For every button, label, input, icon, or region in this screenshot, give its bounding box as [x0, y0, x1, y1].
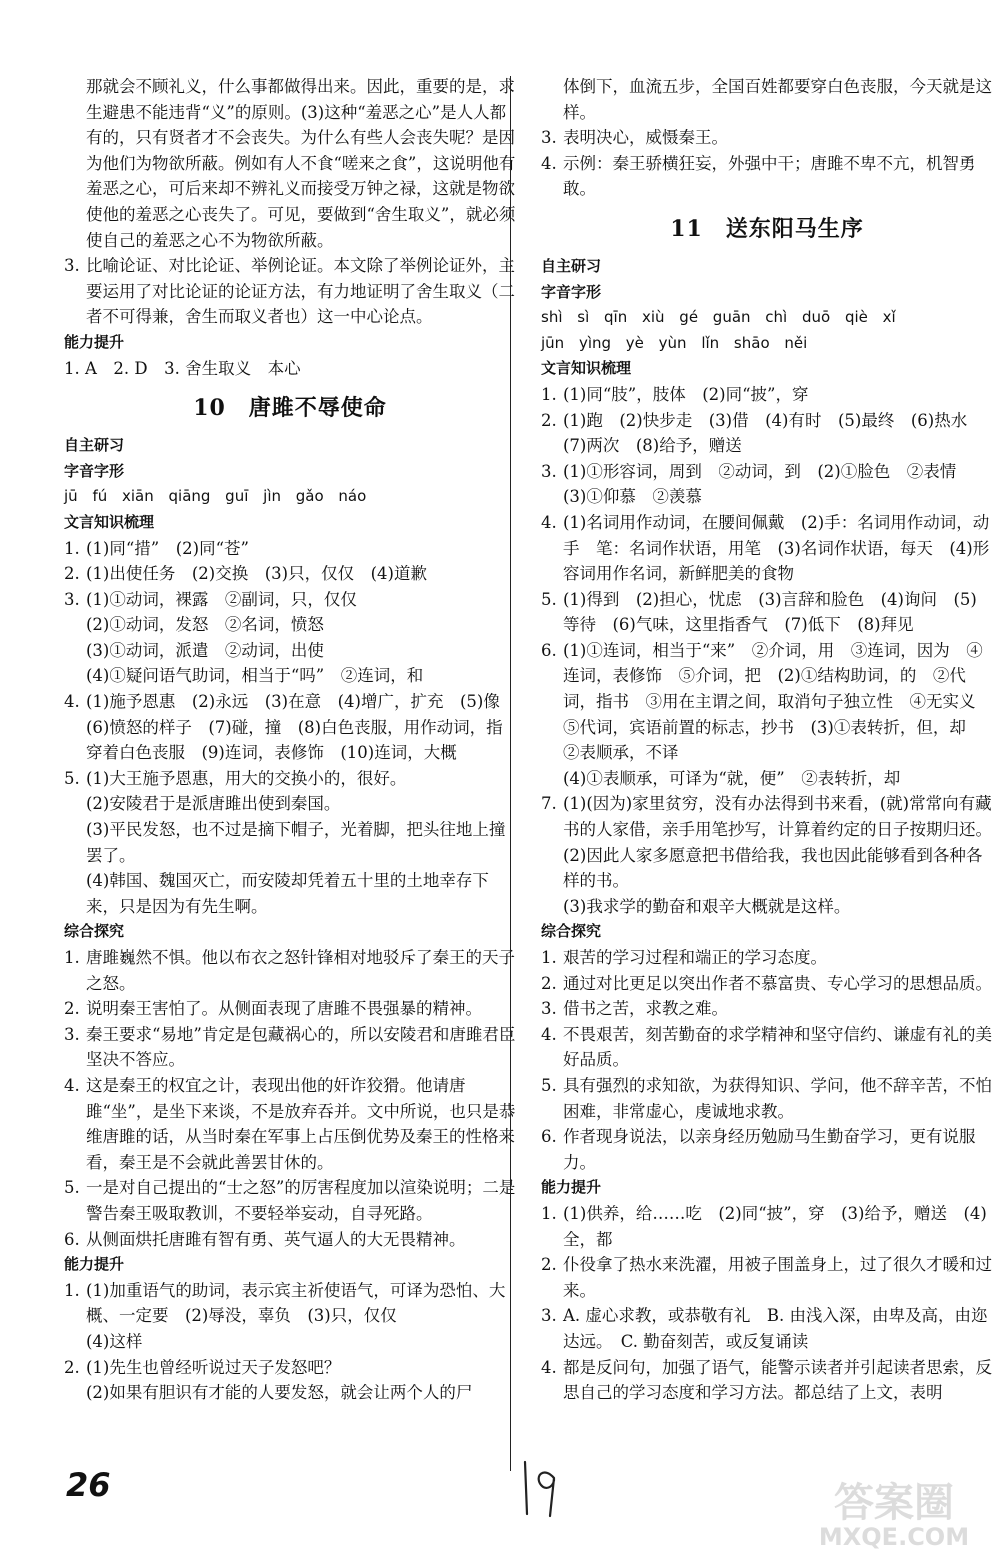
answer-item: [541, 971, 993, 997]
item-text: (1)①动词，裸露 ②副词，只，仅仅: [86, 589, 357, 609]
item-number: 2.: [64, 564, 80, 584]
handwritten-19: [516, 1452, 566, 1522]
item-text: 不畏艰苦，刻苦勤奋的求学精神和坚守信约、谦虚有礼的美好品质。: [563, 1024, 992, 1070]
sec10-pinyin: jū fú xiān qiāng guī jìn gǎo náo: [64, 487, 367, 506]
item-text: (1)①连词，相当于“来” ②介词，用 ③连词，因为 ④连词，表修饰 ⑤介词，把 (2)①结构助词，的 ②代词，指书 ③用在主谓之间，取消句子独立性 ④无实义 ⑤代词，宾语前置的标志，抄书 (3)①表转折，但，却 ②表顺承，不译: [563, 640, 992, 763]
left-column: [64, 74, 516, 1406]
item-number: 6.: [64, 1229, 80, 1249]
item-number: 5.: [541, 1075, 557, 1095]
sec10-wenyan-heading: 文言知识梳理: [64, 512, 155, 531]
answer-item: [64, 612, 516, 638]
item-text: (1)同“肢”，肢体 (2)同“披”，穿: [563, 384, 809, 404]
sec11-zixing-heading: 字音字形: [541, 282, 602, 301]
answer-item: [541, 766, 993, 792]
item-number: 4.: [541, 512, 557, 532]
answer-item: [541, 638, 993, 766]
answer-item: [541, 125, 993, 151]
item-text: 作者现身说法，以亲身经历勉励马生勤奋学习，更有说服力。: [563, 1127, 976, 1172]
answer-item: [541, 996, 993, 1022]
page-number: 26: [66, 1466, 111, 1504]
item-text: (1)先生也曾经听说过天子发怒吧？: [86, 1357, 341, 1377]
sec11-explore-heading: 综合探究: [541, 922, 602, 941]
item-text: 通过对比更足以突出作者不慕富贵、专心学习的思想品质。: [563, 973, 992, 993]
answer-item: [64, 689, 516, 766]
left-ability-line: 1. A 2. D 3. 舍生取义 本心: [64, 358, 301, 378]
item-number: 5.: [64, 768, 80, 788]
watermark-logo: [796, 1470, 992, 1552]
item-number: 3.: [64, 1024, 80, 1044]
watermark-line2: MXQE.COM: [818, 1523, 970, 1551]
answer-item: [64, 945, 516, 996]
answer-item: [64, 791, 516, 817]
answer-item: [64, 536, 516, 562]
item-text: 从侧面烘托唐雎有智有勇、英气逼人的大无畏精神。: [86, 1229, 466, 1249]
item-text: 示例：秦王骄横狂妄，外强中干；唐雎不卑不亢，机智勇敢。: [563, 153, 976, 199]
item-number: 4.: [64, 1075, 80, 1095]
sec10-explore-items: [64, 945, 516, 1252]
item-text: (1)①形容词，周到 ②动词，到 (2)①脸色 ②表情 (3)①仰慕 ②羡慕: [563, 461, 973, 507]
answer-item: [541, 1073, 993, 1124]
answer-item: [541, 74, 993, 125]
answer-item: [64, 817, 516, 868]
answer-item: [541, 1252, 993, 1303]
item-number: 2.: [541, 973, 557, 993]
sec11-pinyin-line2: jūn yìng yè yùn lǐn shāo něi: [541, 333, 808, 352]
sec11-wenyan-items: [541, 382, 993, 919]
sec10-self-study-heading: 自主研习: [64, 436, 125, 455]
right-column: [541, 74, 993, 1406]
item-number: 2.: [541, 410, 557, 430]
item-text: 仆役拿了热水来洗濯，用被子围盖身上，过了很久才暖和过来。: [563, 1255, 992, 1300]
item-number: 3.: [541, 1306, 557, 1326]
answer-item: [541, 894, 993, 920]
answer-item: [64, 1278, 516, 1329]
answer-item: [64, 1022, 516, 1073]
sec11-ability-items: [541, 1201, 993, 1406]
item-text: 表明决心，威慑秦王。: [563, 128, 728, 148]
item-number: 5.: [541, 589, 557, 609]
item-number: 7.: [541, 794, 557, 814]
answer-item: [541, 1022, 993, 1073]
item-number: 3.: [64, 256, 80, 276]
item-text: (1)同“措” (2)同“苍”: [86, 538, 249, 558]
answer-item: [541, 459, 993, 510]
answer-item: [541, 1124, 993, 1175]
answer-item: [541, 510, 993, 587]
item-text: 那就会不顾礼义，什么事都做得出来。因此，重要的是，求生避患不能违背“义”的原则。(3)这种“羞恶之心”是人人都有的，只有贤者才不会丧失。为什么有些人会丧失呢？是因为他们为物欲所蔽。例如有人不食“嗟来之食”，这说明他有羞恶之心，可后来却不辨礼义而接受万钟之禄，这就是物欲使他的羞恶之心丧失了。可见，要做到“舍生取义”，就必须使自己的羞恶之心不为物欲所蔽。: [86, 77, 516, 250]
answer-item: [64, 1355, 516, 1381]
item-text: 这是秦王的权宜之计，表现出他的奸诈狡猾。他请唐雎“坐”，是坐下来谈，不是放弃吞并。文中所说，也只是恭维唐雎的话，从当时秦在军事上占压倒优势及秦王的性格来看，秦王是不会就此善罢甘休的。: [86, 1075, 516, 1172]
answer-item: [541, 791, 993, 842]
answer-item: [541, 843, 993, 894]
item-text: 艰苦的学习过程和端正的学习态度。: [563, 948, 827, 967]
section-11-title: 11 送东阳马生序: [670, 215, 864, 242]
item-text: (1)得到 (2)担心，忧虑 (3)言辞和脸色 (4)询问 (5)等待 (6)气味，这里指香气 (7)低下 (8)拜见: [563, 589, 977, 635]
answer-item: [64, 1380, 516, 1406]
answer-item: [64, 766, 516, 792]
answer-item: [64, 996, 516, 1022]
sec11-wenyan-heading: 文言知识梳理: [541, 359, 632, 378]
answer-item: [64, 253, 516, 330]
item-number: 2.: [64, 999, 80, 1019]
item-number: 6.: [541, 1127, 557, 1147]
item-text: (3)我求学的勤奋和艰辛大概就是这样。: [563, 896, 851, 916]
item-number: 3.: [541, 128, 557, 148]
answer-item: [64, 1073, 516, 1175]
item-text: (4)韩国、魏国灭亡，而安陵却凭着五十里的土地幸存下来，只是因为有先生啊。: [86, 871, 489, 916]
answer-item: [64, 663, 516, 689]
item-text: 都是反问句，加强了语气，能警示读者并引起读者思索，反思自己的学习态度和学习方法。都总结了上文，表明: [563, 1357, 992, 1403]
sec11-ability-heading: 能力提升: [541, 1178, 602, 1197]
item-number: 1.: [64, 538, 80, 558]
item-text: (3)①动词，派遣 ②动词，出使: [86, 640, 324, 660]
item-number: 3.: [541, 461, 557, 481]
item-text: (2)①动词，发怒 ②名词，愤怒: [86, 615, 324, 635]
answer-item: [64, 638, 516, 664]
item-number: 4.: [541, 1357, 557, 1377]
section-10-title: 10 唐雎不辱使命: [193, 395, 387, 422]
item-text: (1)出使任务 (2)交换 (3)只，仅仅 (4)道歉: [86, 564, 427, 584]
sec10-ability-heading: 能力提升: [64, 1255, 125, 1274]
answer-item: [541, 587, 993, 638]
answer-item: [541, 382, 993, 408]
item-text: 比喻论证、对比论证、举例论证。本文除了举例论证外，主要运用了对比论证的论证方法，有力地证明了舍生取义（二者不可得兼，舍生而取义者也）这一中心论点。: [86, 256, 515, 327]
item-text: 体倒下，血流五步，全国百姓都要穿白色丧服，今天就是这样。: [563, 77, 992, 122]
item-number: 1.: [541, 948, 557, 967]
item-text: 一是对自己提出的“士之怒”的厉害程度加以渲染说明；二是警告秦王吸取教训，不要轻举妄动，自寻死路。: [86, 1178, 516, 1223]
answer-item: [64, 1329, 516, 1355]
left-ability-heading: 能力提升: [64, 332, 125, 351]
item-number: 1.: [64, 1280, 80, 1300]
column-divider: [510, 76, 511, 1471]
item-text: (4)这样: [86, 1331, 143, 1351]
answer-item: [541, 408, 993, 459]
item-text: (3)平民发怒，也不过是摘下帽子，光着脚，把头往地上撞罢了。: [86, 820, 506, 865]
item-text: 借书之苦，求教之难。: [563, 999, 728, 1019]
watermark-line1: 答案圈: [834, 1480, 954, 1526]
item-text: (2)因此人家多愿意把书借给我，我也因此能够看到各种各样的书。: [563, 845, 983, 891]
sec11-explore-items: [541, 945, 993, 1175]
answer-item: [541, 1201, 993, 1252]
sec11-self-study-heading: 自主研习: [541, 256, 602, 275]
item-text: (2)安陵君于是派唐雎出使到秦国。: [86, 794, 341, 814]
item-number: 1.: [64, 948, 80, 967]
answer-item: [541, 1303, 993, 1354]
item-text: (1)施予恩惠 (2)永远 (3)在意 (4)增广，扩充 (5)像 (6)愤怒的样子 (7)碰，撞 (8)白色丧服，用作动词，指穿着白色丧服 (9)连词，表修饰 (10)连词，大概: [86, 692, 517, 763]
item-number: 5.: [64, 1178, 80, 1198]
sec10-wenyan-items: [64, 536, 516, 920]
item-number: 1.: [541, 384, 557, 404]
item-number: 3.: [64, 589, 80, 609]
item-text: 具有强烈的求知欲，为获得知识、学问，他不辞辛苦，不怕困难，非常虚心，虔诚地求教。: [563, 1075, 992, 1121]
item-text: (1)(因为)家里贫穷，没有办法得到书来看，(就)常常向有藏书的人家借，亲手用笔抄写，计算着约定的日子按期归还。: [563, 794, 992, 840]
item-number: 2.: [64, 1357, 80, 1377]
answer-item: [64, 868, 516, 919]
answer-item: [64, 1227, 516, 1253]
item-number: 2.: [541, 1255, 557, 1275]
answer-item: [541, 151, 993, 202]
answer-item: [64, 1175, 516, 1226]
sec10-zixing-heading: 字音字形: [64, 461, 125, 480]
sec10-explore-heading: 综合探究: [64, 922, 125, 941]
answer-item: [64, 587, 516, 613]
item-number: 4.: [541, 1024, 557, 1044]
item-number: 4.: [541, 153, 557, 173]
left-top-answers: [64, 74, 516, 330]
item-text: (2)如果有胆识有才能的人要发怒，就会让两个人的尸: [86, 1383, 473, 1403]
answer-item: [64, 74, 516, 253]
item-text: (1)供养，给……吃 (2)同“披”，穿 (3)给予，赠送 (4)全，都: [563, 1203, 987, 1249]
item-number: 6.: [541, 640, 557, 660]
sec10-ability-items: [64, 1278, 516, 1406]
item-text: (4)①表顺承，可译为“就，便” ②表转折，却: [563, 768, 901, 788]
item-text: 唐雎巍然不惧。他以布衣之怒针锋相对地驳斥了秦王的天子之怒。: [86, 948, 515, 993]
item-text: (1)大王施予恩惠，用大的交换小的，很好。: [86, 768, 407, 788]
item-number: 3.: [541, 999, 557, 1019]
answer-item: [541, 1355, 993, 1406]
right-top-answers: [541, 74, 993, 202]
item-text: (1)名词用作动词，在腰间佩戴 (2)手：名词用作动词，动手 笔：名词作状语，用笔 (3)名词作状语，每天 (4)形容词用作名词，新鲜肥美的食物: [563, 512, 990, 584]
item-number: 4.: [64, 692, 80, 712]
item-text: A. 虚心求教，或恭敬有礼 B. 由浅入深，由卑及高，由迩达远。 C. 勤奋刻苦，或反复诵读: [563, 1306, 988, 1351]
item-number: 1.: [541, 1203, 557, 1223]
sec11-pinyin-line1: shì sì qīn xiù gé guān chì duō qiè xǐ: [541, 308, 896, 327]
answer-item: [541, 945, 993, 971]
item-text: (1)跑 (2)快步走 (3)借 (4)有时 (5)最终 (6)热水 (7)两次 (8)给予，赠送: [563, 410, 984, 456]
item-text: 说明秦王害怕了。从侧面表现了唐雎不畏强暴的精神。: [86, 999, 482, 1019]
item-text: (1)加重语气的助词，表示宾主祈使语气，可译为恐怕、大概、一定要 (2)辱没，辜负 (3)只，仅仅: [86, 1280, 506, 1326]
item-text: (4)①疑问语气助词，相当于“吗” ②连词，和: [86, 666, 424, 686]
item-text: 秦王要求“易地”肯定是包藏祸心的，所以安陵君和唐雎君臣坚决不答应。: [86, 1024, 516, 1070]
answer-item: [64, 561, 516, 587]
